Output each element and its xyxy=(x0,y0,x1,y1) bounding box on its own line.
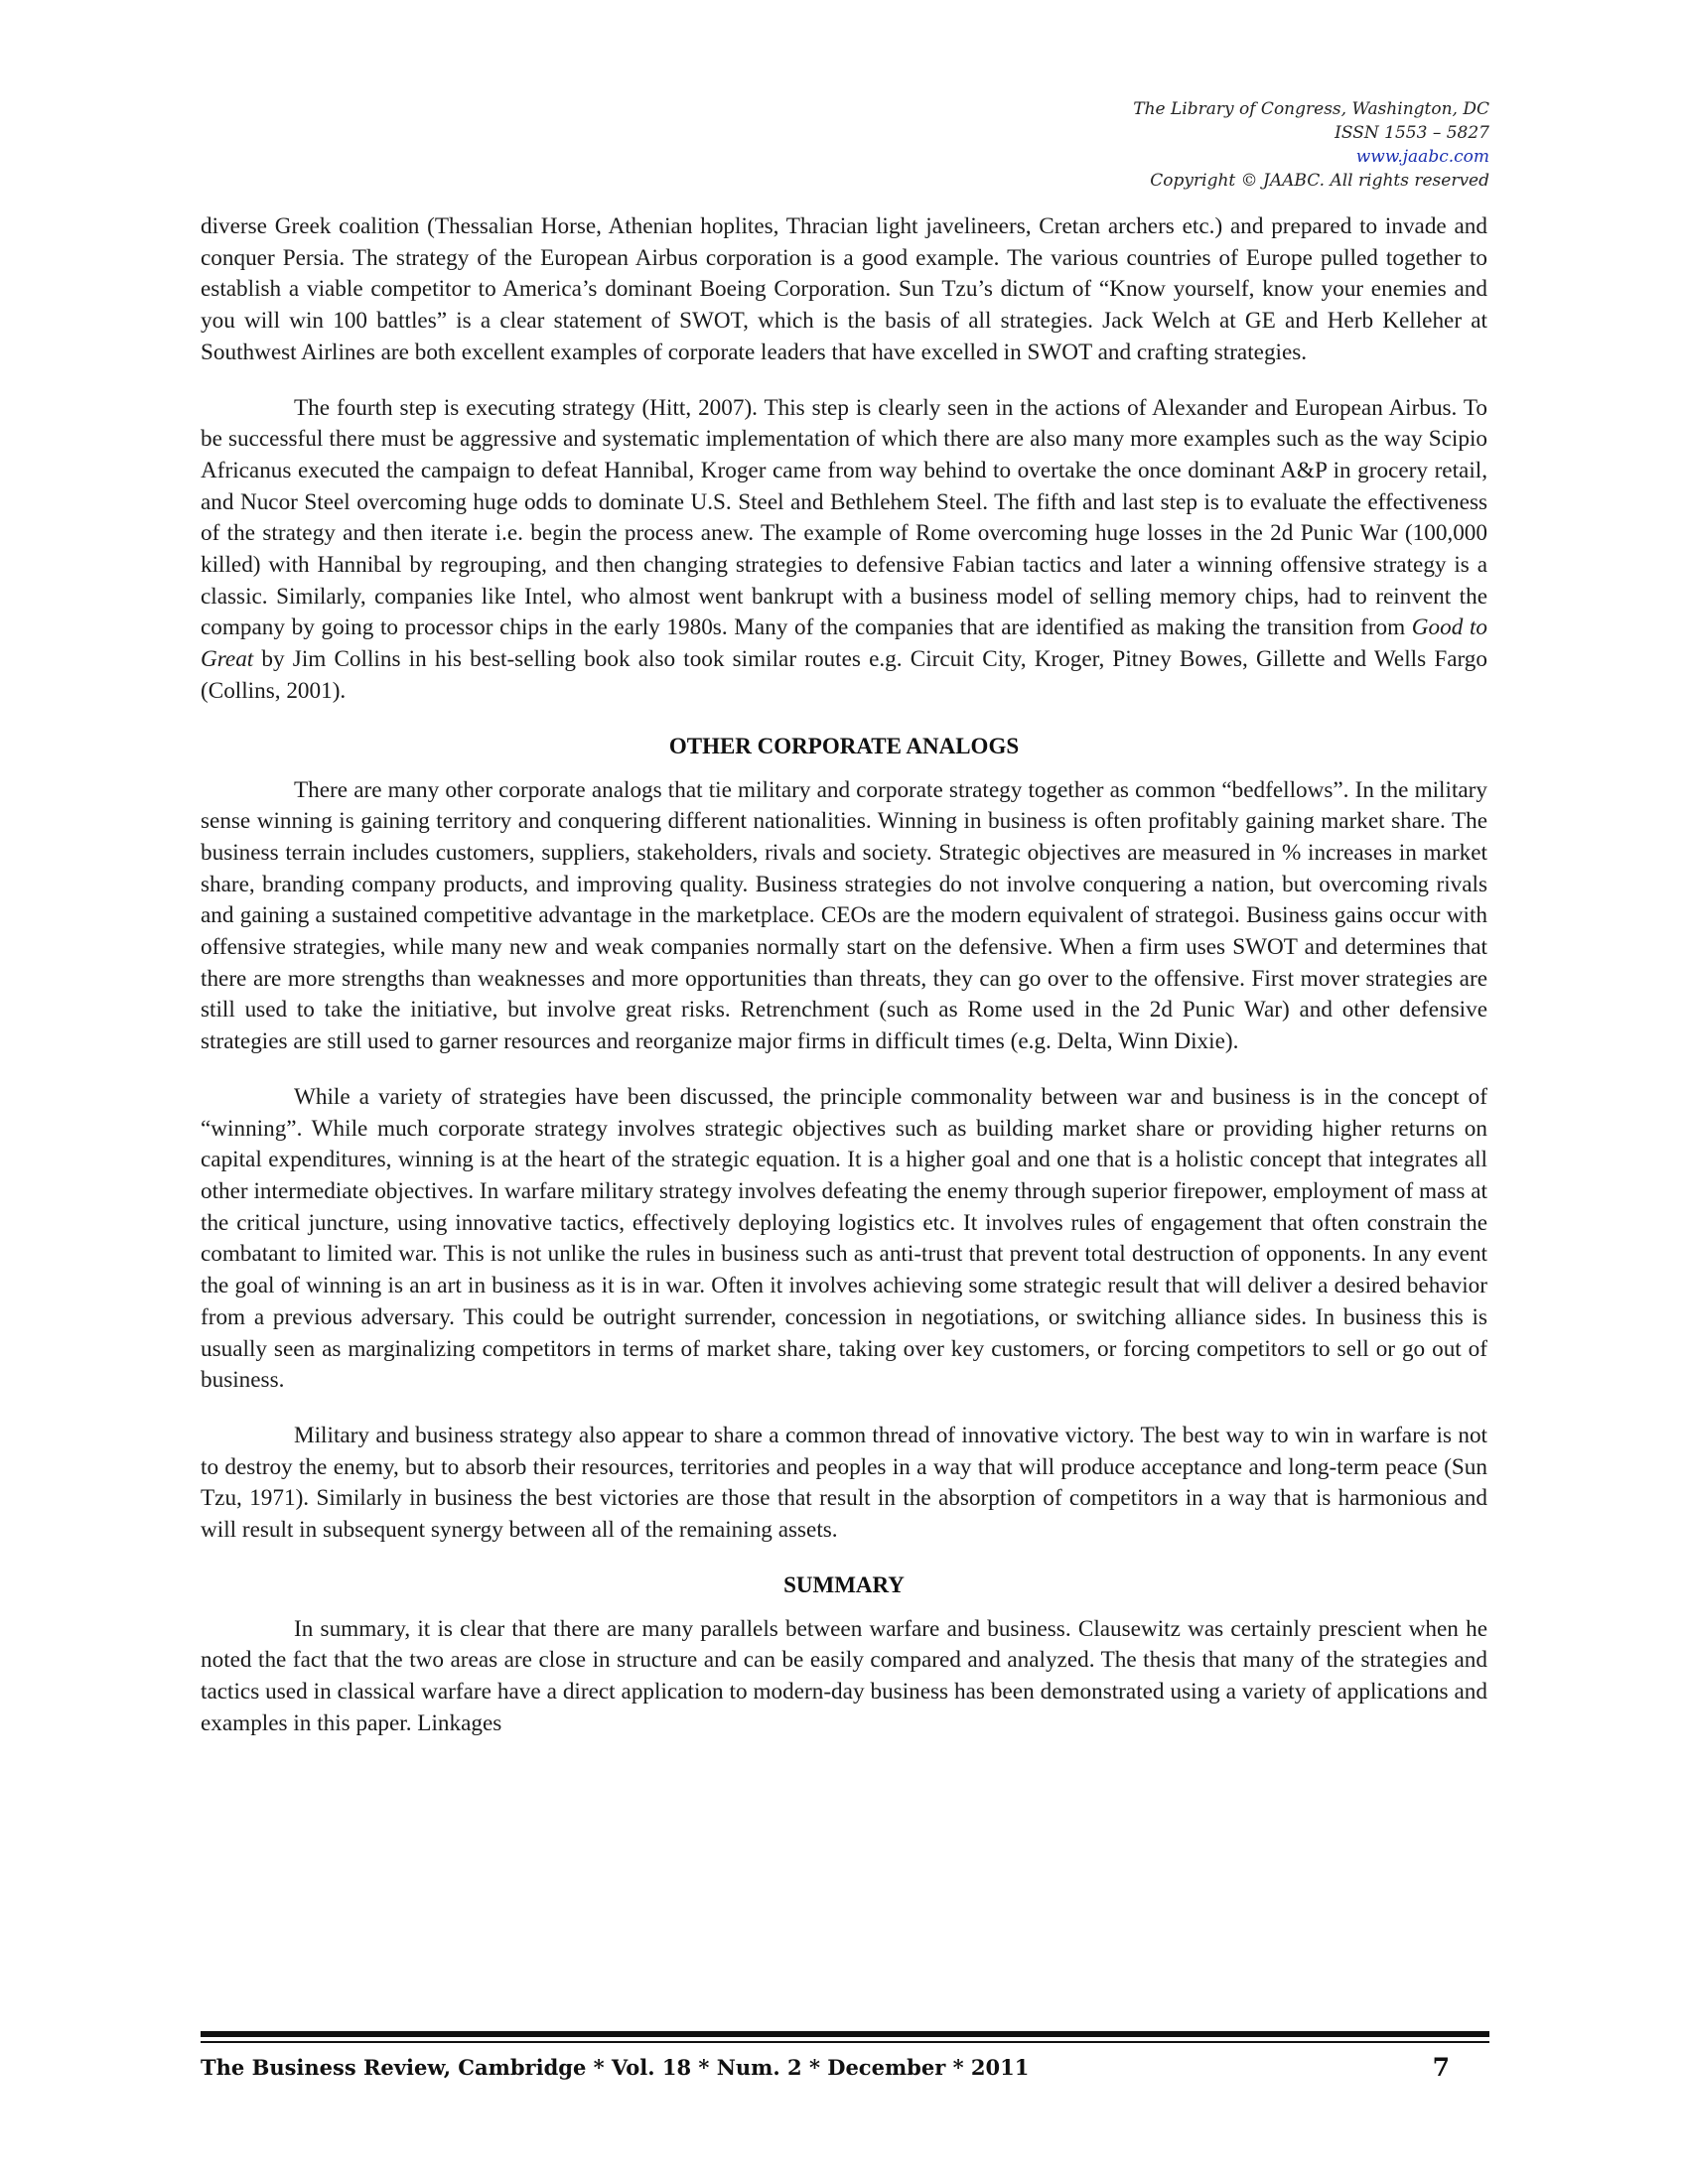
section-heading-other-corporate-analogs: OTHER CORPORATE ANALOGS xyxy=(668,733,1020,758)
header-website-link[interactable]: www.jaabc.com xyxy=(1355,147,1489,167)
header-issn: ISSN 1553 – 5827 xyxy=(1335,123,1489,143)
paragraph-summary: In summary, it is clear that there are many parallels between warfare and business. Clausewitz was certainly prescient when he noted the fact that the two areas are close in structure and can be easily compared and analyzed. The thesis that many of the strategies and tactics used in classical warfare have a direct application to modern-day business has been demonstrated using a variety of applications and examples in this paper. Linkages xyxy=(201,1615,1487,1736)
paragraph-innovative-victory: Military and business strategy also appear to share a common thread of innovative victory. The best way to win in warfare is not to destroy the enemy, but to absorb their resources, territories and peoples in a way that will produce acceptance and long-term peace (Sun Tzu, 1971). Similarly in business the best victories are those that result in the absorption of competitors in a way that is harmonious and will result in subsequent synergy between all of the remaining assets. xyxy=(201,1422,1487,1544)
page-header xyxy=(894,97,1489,193)
footer-journal-citation: The Business Review, Cambridge * Vol. 18 * Num. 2 * December * 2011 xyxy=(201,2055,1030,2080)
paragraph-text: by Jim Collins in his best-selling book also took similar routes e.g. Circuit City, Kroger, Pitney Bowes, Gillette and Wells Fargo (Collins, 2001). xyxy=(201,646,1487,704)
article-body xyxy=(201,211,1487,1740)
page-footer xyxy=(201,2053,1489,2083)
paragraph-text: The fourth step is executing strategy (Hitt, 2007). This step is clearly seen in the actions of Alexander and European Airbus. To be successful there must be aggressive and systematic implementation of which there are also many more examples such as the way Scipio Africanus executed the campaign to defeat Hannibal, Kroger came from way behind to overtake the once dominant A&P in grocery retail, and Nucor Steel overcoming huge odds to dominate U.S. Steel and Bethlehem Steel. The fifth and last step is to evaluate the effectiveness of the strategy and then iterate i.e. begin the process anew. The example of Rome overcoming huge losses in the 2d Punic War (100,000 killed) with Hannibal by regrouping, and then changing strategies to defensive Fabian tactics and later a winning offensive strategy is a classic. Similarly, companies like Intel, who almost went bankrupt with a business model of selling memory chips, had to reinvent the company by going to processor chips in the early 1980s. Many of the companies that are identified as making the transition from xyxy=(201,394,1487,641)
section-heading-summary: SUMMARY xyxy=(783,1571,905,1597)
footer-rule-thick xyxy=(201,2031,1489,2037)
paragraph-fourth-step xyxy=(201,393,1487,708)
footer-rule-thin xyxy=(201,2041,1489,2043)
paragraph-corporate-analogs: There are many other corporate analogs that tie military and corporate strategy together as common “bedfellows”. In the military sense winning is gaining territory and conquering different nationalities. Winning in business is often profitably gaining market share. The business terrain includes customers, suppliers, stakeholders, rivals and society. Strategic objectives are measured in % increases in market share, branding company products, and improving quality. Business strategies do not involve conquering a nation, but overcoming rivals and gaining a sustained competitive advantage in the marketplace. CEOs are the modern equivalent of strategoi. Business gains occur with offensive strategies, while many new and weak companies normally start on the defensive. When a firm uses SWOT and determines that there are more strengths than weaknesses and more opportunities than threats, they can go over to the offensive. First mover strategies are still used to take the initiative, but involve great risks. Retrenchment (such as Rome used in the 2d Punic War) and other defensive strategies are still used to garner resources and reorganize major firms in difficult times (e.g. Delta, Winn Dixie). xyxy=(201,776,1487,1055)
paragraph-winning: While a variety of strategies have been discussed, the principle commonality between war and business is in the concept of “winning”. While much corporate strategy involves strategic objectives such as building market share or providing higher returns on capital expenditures, winning is at the heart of the strategic equation. It is a higher goal and one that is a holistic concept that integrates all other intermediate objectives. In warfare military strategy involves defeating the enemy through superior firepower, employment of mass at the critical juncture, using innovative tactics, effectively deploying logistics etc. It involves rules of engagement that often constrain the combatant to limited war. This is not unlike the rules in business such as anti-trust that prevent total destruction of opponents. In any event the goal of winning is an art in business as it is in war. Often it involves achieving some strategic result that will deliver a desired behavior from a previous adversary. This could be outright surrender, concession in negotiations, or switching alliance sides. In business this is usually seen as marginalizing competitors in terms of market share, taking over key customers, or forcing competitors to sell or go out of business. xyxy=(201,1083,1487,1394)
header-library: The Library of Congress, Washington, DC xyxy=(1133,99,1489,119)
book-title: Good to Great xyxy=(201,614,1487,673)
page-number: 7 xyxy=(1432,2053,1450,2082)
paragraph-continued: diverse Greek coalition (Thessalian Horse, Athenian hoplites, Thracian light javelineers, Cretan archers etc.) and prepared to invade and conquer Persia. The strategy of the European Airbus corporation is a good example. The various countries of Europe pulled together to establish a viable competitor to America’s dominant Boeing Corporation. Sun Tzu’s dictum of “Know yourself, know your enemies and you will win 100 battles” is a clear statement of SWOT, which is the basis of all strategies. Jack Welch at GE and Herb Kelleher at Southwest Airlines are both excellent examples of corporate leaders that have excelled in SWOT and crafting strategies. xyxy=(201,213,1487,365)
header-copyright: Copyright © JAABC. All rights reserved xyxy=(1150,171,1489,191)
